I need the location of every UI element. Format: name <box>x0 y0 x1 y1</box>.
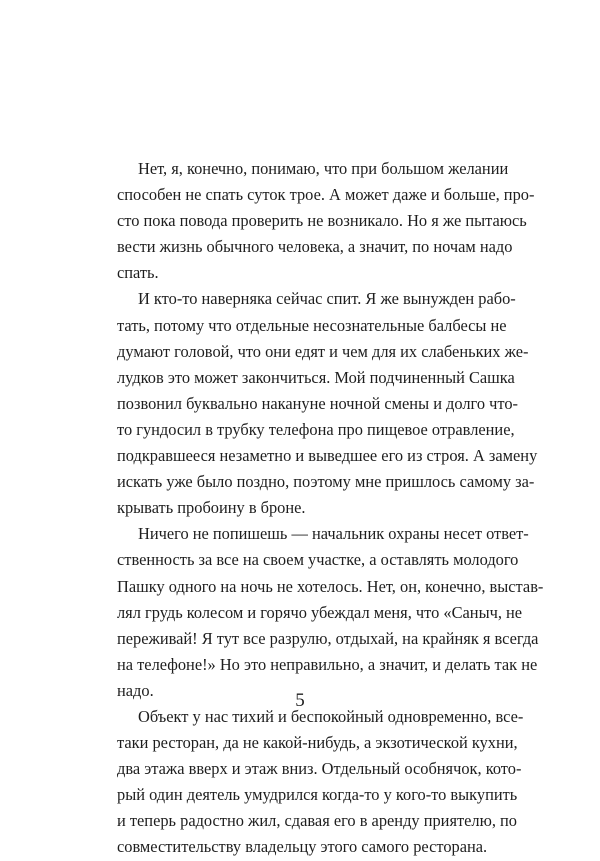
text-line: и теперь радостно жил, сдавая его в аренду приятелю, по <box>117 811 518 831</box>
page-number: 5 <box>295 690 305 711</box>
paragraph <box>117 704 524 861</box>
text-line: Ничего не попишешь — начальник охраны несет ответ- <box>138 524 529 544</box>
text-line: два этажа вверх и этаж вниз. Отдельный особнячок, кото- <box>117 759 522 779</box>
text-line: И кто-то наверняка сейчас спит. Я же вынужден рабо- <box>138 289 516 309</box>
body-text <box>117 156 544 861</box>
text-line: вести жизнь обычного человека, а значит, по ночам надо <box>117 237 513 257</box>
text-line: лял грудь колесом и горячо убеждал меня, что «Саныч, не <box>117 602 523 622</box>
paragraph <box>117 156 535 286</box>
text-line: то гундосил в трубку телефона про пищевое отравление, <box>117 419 515 439</box>
text-line: ственность за все на своем участке, а оставлять молодого <box>117 550 519 570</box>
text-line: таки ресторан, да не какой-нибудь, а экзотической кухни, <box>117 733 518 753</box>
text-line: Пашку одного на ночь не хотелось. Нет, он, конечно, выстав- <box>117 576 544 596</box>
text-line: искать уже было поздно, поэтому мне пришлось самому за- <box>117 472 535 492</box>
text-line: подкравшееся незаметно и выведшее его из строя. А замену <box>117 446 538 466</box>
text-line: переживай! Я тут все разрулю, отдыхай, на крайняк я всегда <box>117 628 539 648</box>
text-line: Нет, я, конечно, понимаю, что при большом желании <box>138 159 509 178</box>
text-line: позвонил буквально накануне ночной смены и долго что- <box>117 393 519 413</box>
text-line: думают головой, что они едят и чем для их слабеньких же- <box>117 341 529 361</box>
text-line: надо. <box>117 680 154 700</box>
text-line: сто пока повода проверить не возникало. Но я же пытаюсь <box>117 211 527 231</box>
text-line: рый один деятель умудрился когда-то у кого-то выкупить <box>117 785 518 805</box>
text-line: на телефоне!» Но это неправильно, а значит, и делать так не <box>117 654 538 674</box>
text-line: лудков это может закончиться. Мой подчиненный Сашка <box>117 367 515 387</box>
paragraph <box>117 286 538 521</box>
text-line: спать. <box>117 263 159 283</box>
text-line: тать, потому что отдельные несознательные балбесы не <box>117 315 507 335</box>
paragraph <box>117 521 544 704</box>
text-line: крывать пробоину в броне. <box>117 498 306 518</box>
text-line: совместительству владельцу этого самого ресторана. <box>117 837 488 857</box>
text-line: способен не спать суток трое. А может даже и больше, про- <box>117 185 535 205</box>
text-line: Объект у нас тихий и беспокойный одновременно, все- <box>138 706 524 726</box>
